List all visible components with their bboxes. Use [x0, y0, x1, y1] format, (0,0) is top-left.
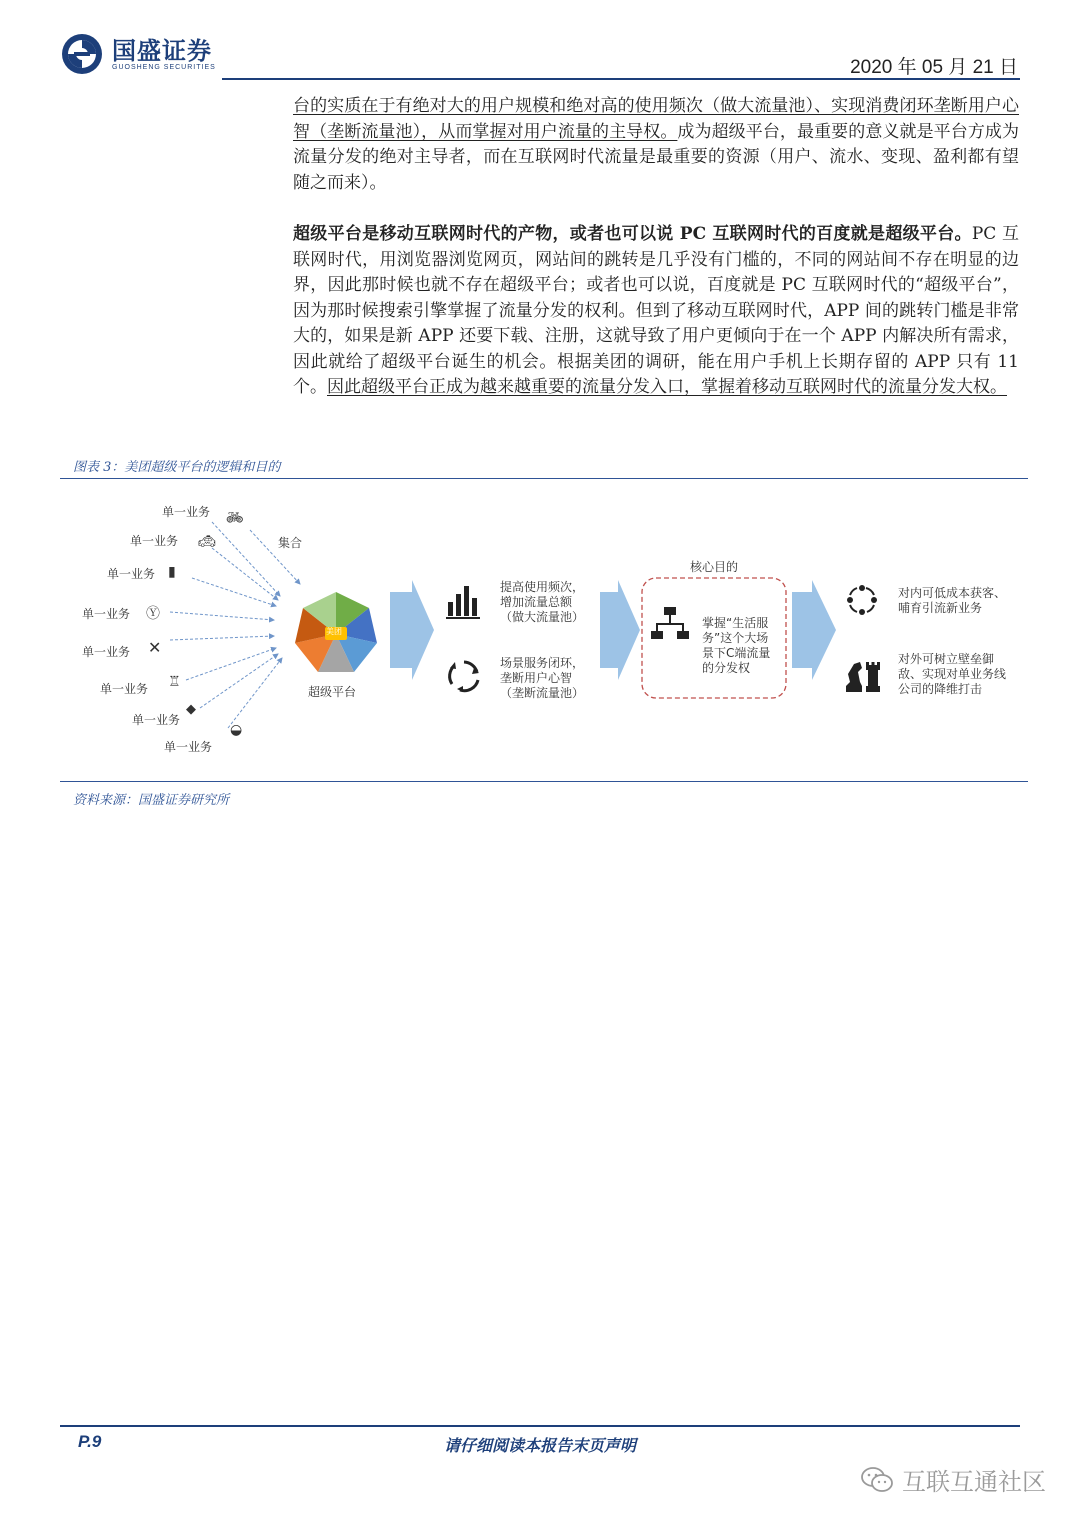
bicycle-icon: 🚲︎ — [226, 510, 244, 526]
core-purpose-text: 掌握“生活服务”这个大场景下C端流量的分发权 — [702, 616, 771, 675]
wechat-icon — [860, 1466, 894, 1494]
footer-divider — [60, 1425, 1020, 1427]
paragraph-1-underlined: 台的实质在于有绝对大的用户规模和绝对高的使用频次（做大流量池）、实现消费闭环垄断用户心智（垄断流量池），从而掌握对用户流量的主导权。 — [293, 96, 1019, 142]
figure-title: 图表 3：美团超级平台的逻辑和目的 — [73, 460, 281, 475]
watermark-text: 互联互通社区 — [902, 1468, 1046, 1496]
figure-source: 资料来源：国盛证券研究所 — [73, 793, 230, 808]
hub-label: 超级平台 — [308, 685, 357, 699]
logo-english-name: GUOSHENG SECURITIES — [112, 63, 216, 71]
core-purpose-title: 核心目的 — [690, 560, 739, 574]
business-label-3: 单一业务 — [107, 567, 156, 581]
page-number: P.9 — [78, 1432, 102, 1451]
business-arrows — [170, 522, 303, 728]
business-label-1: 单一业务 — [162, 505, 211, 519]
figure-top-rule — [60, 478, 1028, 479]
right-bottom-text: 对外可树立壁垒御敌、实现对单业务线公司的降维打击 — [898, 652, 1007, 696]
logo-chinese-name: 国盛证券 — [112, 36, 212, 65]
cycle-icon — [446, 658, 482, 694]
mid-bottom-text: 场景服务闭环，垄断用户心智（垄断流量池） — [500, 656, 585, 700]
drinks-icon: ♖ — [168, 674, 181, 690]
watermark — [860, 1462, 1046, 1497]
business-label-8: 单一业务 — [164, 740, 213, 754]
taxi-icon: 🚕︎ — [198, 534, 216, 550]
mid-top-text: 提高使用频次，增加流量总额（做大流量池） — [500, 580, 585, 624]
paragraph-2-body: PC 互联网时代，用浏览器浏览网页，网站间的跳转是几乎没有门槛的，不同的网站间不存在明显的边界，因此那时候也就不存在超级平台；或者也可以说，百度就是 PC 互联网时代的“超级平台”，因为那时候搜索引擎掌握了流量分发的权利。但到了移动互联网时代，APP 间的跳转门槛是非常大的，如果是新 APP 还要下载、注册，这就导致了用户更倾向于在一个 APP 内解决所有需求，因此就给了超级平台诞生的机会。根据美团的调研，能在用户手机上长期存留的 APP 只有 11 个。 — [293, 224, 1019, 397]
yen-coin-icon: Ⓨ — [146, 606, 160, 622]
chess-pieces-icon — [842, 656, 882, 694]
aggregate-label: 集合 — [278, 536, 303, 550]
paragraph-2-bold-lead: 超级平台是移动互联网时代的产物，或者也可以说 PC 互联网时代的百度就是超级平台。 — [293, 224, 972, 244]
footer-disclaimer: 请仔细阅读本报告末页声明 — [443, 1436, 636, 1455]
hierarchy-icon — [650, 605, 690, 649]
paragraph-2 — [293, 222, 1019, 401]
paragraph-1 — [293, 94, 1019, 196]
figure-bottom-rule — [60, 781, 1028, 782]
bar-chart-icon — [444, 580, 484, 620]
tag-icon: ◆ — [186, 702, 196, 717]
right-top-text: 对内可低成本获客、哺育引流新业务 — [898, 586, 1007, 615]
business-label-2: 单一业务 — [130, 534, 179, 548]
business-label-5: 单一业务 — [82, 645, 131, 659]
business-label-7: 单一业务 — [132, 713, 181, 727]
company-logo — [60, 30, 216, 78]
paragraph-2-underlined: 因此超级平台正成为越来越重要的流量分发入口，掌握着移动互联网时代的流量分发大权。 — [327, 377, 1007, 397]
food-bowl-icon: ◒ — [230, 722, 243, 738]
cutlery-icon: ✕ — [148, 638, 162, 657]
business-label-4: 单一业务 — [82, 607, 131, 621]
diagram-graphics — [60, 480, 1028, 780]
report-date: 2020 年 05 月 21 日 — [850, 57, 1018, 78]
business-label-6: 单一业务 — [100, 682, 149, 696]
hotel-icon: ▮ — [168, 564, 176, 580]
hub-center-label: 美团 — [326, 627, 342, 636]
company-logo-icon — [60, 32, 104, 76]
figure-diagram — [60, 480, 1028, 780]
recycle-icon — [844, 582, 880, 618]
paragraph-1-rest: 成为超级平台，最重要的意义就是平台方成为流量分发的绝对主导者，而在互联网时代流量是最重要的资源（用户、流水、变现、盈利都有望随之而来）。 — [293, 121, 1020, 193]
header-divider — [222, 78, 1020, 80]
